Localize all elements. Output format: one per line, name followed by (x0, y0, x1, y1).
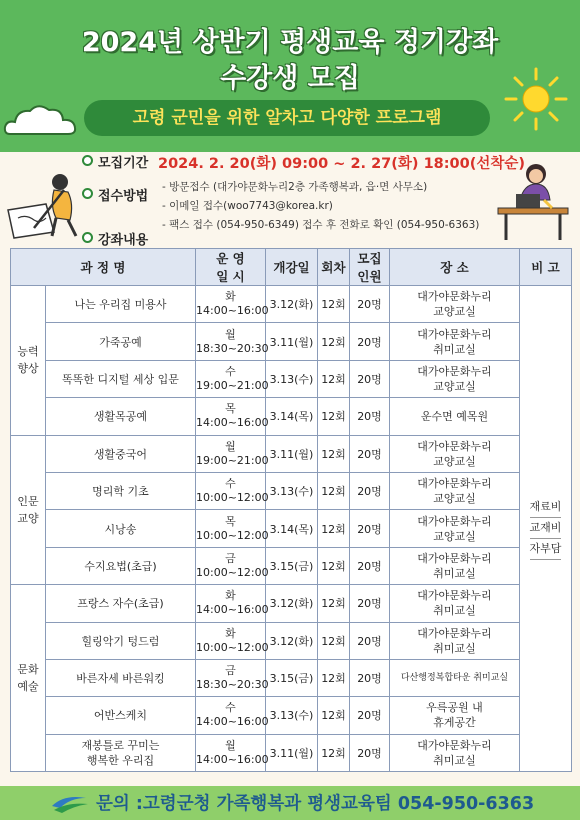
category-culture (11, 585, 46, 772)
course-day: 화 (225, 290, 236, 304)
place-line1: 대가야문화누리 (417, 626, 492, 640)
footer-contact: 문의 :고령군청 가족행복과 평생교육팀 054-950-6363 (96, 794, 535, 814)
course-count: 12회 (318, 435, 350, 472)
course-capacity: 20명 (350, 360, 390, 397)
course-start: 3.12(화) (266, 286, 318, 323)
header-time (196, 249, 266, 286)
course-place (390, 585, 520, 622)
method-label: 접수방법 (98, 189, 149, 204)
place-line1: 대가야문화누리 (417, 364, 492, 378)
table-row (11, 286, 572, 323)
course-start: 3.15(금) (266, 547, 318, 584)
table-row (11, 398, 572, 435)
course-name: 힐링악기 텅드럼 (46, 622, 196, 659)
course-start: 3.11(월) (266, 323, 318, 360)
place-line1: 대가야문화누리 (417, 589, 492, 603)
place-line1: 대가야문화누리 (417, 290, 492, 304)
gyeongbuk-logo-icon (50, 792, 90, 814)
course-start: 3.15(금) (266, 659, 318, 696)
course-day: 수 (225, 701, 236, 715)
place-line2: 취미교실 (433, 641, 476, 655)
course-count: 12회 (318, 286, 350, 323)
course-place (390, 286, 520, 323)
course-start: 3.14(목) (266, 398, 318, 435)
header-note: 비 고 (520, 249, 572, 286)
table-row (11, 697, 572, 734)
course-time (196, 659, 269, 696)
category-l2: 향상 (17, 362, 39, 376)
course-time (196, 398, 269, 435)
course-place (390, 547, 520, 584)
course-name: 똑똑한 디지털 세상 입문 (46, 360, 196, 397)
course-count: 12회 (318, 734, 350, 771)
course-count: 12회 (318, 398, 350, 435)
course-day: 월 (225, 327, 236, 341)
course-start: 3.14(목) (266, 510, 318, 547)
method-visit: - 방문접수 (대가야문화누리2층 가족행복과, 읍·면 사무소) (162, 181, 428, 193)
category-humanities (11, 435, 46, 585)
place-line1: 다산행정복합타운 취미교실 (400, 672, 509, 683)
course-hours: 10:00~12:00 (196, 491, 269, 505)
course-hours: 10:00~12:00 (196, 528, 269, 542)
place-line1: 대가야문화누리 (417, 327, 492, 341)
place-line1: 대가야문화누리 (417, 738, 492, 752)
course-name: 시낭송 (46, 510, 196, 547)
header-time-l1: 운 영 (216, 251, 245, 266)
method-bullet-icon (82, 188, 93, 199)
place-line1: 대가야문화누리 (417, 439, 492, 453)
course-hours: 19:00~21:00 (196, 378, 269, 392)
course-day: 화 (225, 589, 236, 603)
table-row (11, 547, 572, 584)
header-banner (0, 0, 580, 152)
course-time (196, 435, 269, 472)
course-start: 3.11(월) (266, 435, 318, 472)
category-l1: 인문 (17, 494, 39, 508)
course-time (196, 360, 269, 397)
course-count: 12회 (318, 510, 350, 547)
header-capacity (350, 249, 390, 286)
table-row (11, 659, 572, 696)
course-capacity: 20명 (350, 697, 390, 734)
place-line2: 취미교실 (433, 753, 476, 767)
method-email: - 이메일 접수(woo7743@korea.kr) (162, 200, 333, 212)
place-line2: 교양교실 (433, 305, 476, 319)
course-count: 12회 (318, 472, 350, 509)
course-capacity: 20명 (350, 398, 390, 435)
subtitle-pill: 고령 군민을 위한 알차고 다양한 프로그램 (84, 100, 490, 136)
category-l1: 능력 (17, 345, 39, 359)
table-row (11, 734, 572, 771)
course-hours: 10:00~12:00 (196, 565, 269, 579)
course-hours: 14:00~16:00 (196, 715, 269, 729)
course-name: 생활목공예 (46, 398, 196, 435)
place-line1: 대가야문화누리 (417, 477, 492, 491)
course-day: 수 (225, 477, 236, 491)
category-l1: 문화 (17, 663, 39, 677)
sun-icon (503, 66, 569, 132)
course-time (196, 734, 269, 771)
category-l2: 교양 (17, 511, 39, 525)
course-hours: 19:00~21:00 (196, 453, 269, 467)
period-label: 모집기간 (98, 156, 149, 171)
place-line2: 교양교실 (433, 492, 476, 506)
course-capacity: 20명 (350, 510, 390, 547)
header-sessions: 회차 (318, 249, 350, 286)
course-count: 12회 (318, 585, 350, 622)
table-row (11, 472, 572, 509)
table-header-row (11, 249, 572, 286)
table-row (11, 435, 572, 472)
method-fax: - 팩스 접수 (054-950-6349) 접수 후 전화로 확인 (054-950-6363) (162, 219, 480, 231)
course-time (196, 510, 269, 547)
course-capacity: 20명 (350, 472, 390, 509)
course-day: 금 (225, 551, 236, 565)
course-count: 12회 (318, 360, 350, 397)
title-line1: 2024년 상반기 평생교육 정기강좌 (81, 27, 499, 58)
course-day: 목 (225, 402, 236, 416)
course-place (390, 398, 520, 435)
header-time-l2: 일 시 (216, 269, 245, 284)
course-hours: 14:00~16:00 (196, 752, 269, 766)
course-hours: 14:00~16:00 (196, 304, 269, 318)
course-place (390, 435, 520, 472)
course-capacity: 20명 (350, 622, 390, 659)
course-capacity: 20명 (350, 286, 390, 323)
course-name: 나는 우리집 미용사 (46, 286, 196, 323)
course-name: 명리학 기초 (46, 472, 196, 509)
course-capacity: 20명 (350, 435, 390, 472)
category-l2: 예술 (17, 680, 39, 694)
course-count: 12회 (318, 697, 350, 734)
remark-l1: 재료비 (530, 497, 562, 518)
course-name: 생활중국어 (46, 435, 196, 472)
place-line2: 취미교실 (433, 604, 476, 618)
table-row (11, 622, 572, 659)
course-place (390, 659, 520, 696)
course-day: 월 (225, 738, 236, 752)
table-row (11, 585, 572, 622)
course-start: 3.11(월) (266, 734, 318, 771)
period-value: 2024. 2. 20(화) 09:00 ~ 2. 27(화) 18:00(선착순) (158, 156, 526, 172)
header-place: 장 소 (390, 249, 520, 286)
course-time (196, 286, 269, 323)
place-line1: 대가야문화누리 (417, 551, 492, 565)
course-day: 월 (225, 439, 236, 453)
course-time (196, 622, 269, 659)
header-cap-l2: 인원 (357, 269, 382, 284)
course-time (196, 472, 269, 509)
course-name-l1: 재봉틀로 꾸미는 (81, 738, 160, 752)
course-place (390, 510, 520, 547)
course-hours: 18:30~20:30 (196, 678, 269, 692)
course-start: 3.13(수) (266, 472, 318, 509)
course-name: 프랑스 자수(초급) (46, 585, 196, 622)
course-place (390, 323, 520, 360)
course-hours: 14:00~16:00 (196, 603, 269, 617)
course-capacity: 20명 (350, 547, 390, 584)
course-name: 가죽공예 (46, 323, 196, 360)
place-line2: 교양교실 (433, 454, 476, 468)
period-bullet-icon (82, 155, 93, 166)
table-row (11, 323, 572, 360)
course-place (390, 697, 520, 734)
place-line2: 휴게공간 (433, 716, 476, 730)
course-count: 12회 (318, 622, 350, 659)
course-hours: 10:00~12:00 (196, 640, 269, 654)
course-place (390, 622, 520, 659)
course-day: 금 (225, 664, 236, 678)
course-day: 수 (225, 364, 236, 378)
table-row (11, 510, 572, 547)
remark-l2: 교재비 (530, 518, 562, 539)
course-day: 화 (225, 626, 236, 640)
course-start: 3.12(화) (266, 585, 318, 622)
content-label: 강좌내용 (98, 233, 149, 248)
course-place (390, 360, 520, 397)
course-name (46, 734, 196, 771)
place-line2: 교양교실 (433, 529, 476, 543)
header-course: 과 정 명 (11, 249, 196, 286)
course-hours: 14:00~16:00 (196, 416, 269, 430)
course-start: 3.12(화) (266, 622, 318, 659)
content-bullet-icon (82, 232, 93, 243)
header-cap-l1: 모집 (357, 251, 382, 266)
course-start: 3.13(수) (266, 360, 318, 397)
place-line2: 교양교실 (433, 379, 476, 393)
course-table (10, 248, 572, 772)
course-name-l2: 행복한 우리집 (86, 753, 155, 767)
course-name: 어반스케치 (46, 697, 196, 734)
course-count: 12회 (318, 547, 350, 584)
course-place (390, 734, 520, 771)
course-time (196, 547, 269, 584)
category-ability (11, 286, 46, 436)
course-time (196, 323, 269, 360)
cloud-icon (2, 98, 82, 138)
course-capacity: 20명 (350, 734, 390, 771)
place-line2: 취미교실 (433, 566, 476, 580)
place-line1: 대가야문화누리 (417, 514, 492, 528)
remark-cell (520, 286, 572, 772)
laptop-person-illustration (490, 150, 570, 242)
course-capacity: 20명 (350, 659, 390, 696)
table-row (11, 360, 572, 397)
place-line2: 취미교실 (433, 342, 476, 356)
course-hours: 18:30~20:30 (196, 341, 269, 355)
remark-l3: 자부담 (530, 539, 562, 560)
header-start: 개강일 (266, 249, 318, 286)
course-time (196, 697, 269, 734)
course-name: 바른자세 바른워킹 (46, 659, 196, 696)
course-day: 목 (225, 514, 236, 528)
course-count: 12회 (318, 659, 350, 696)
course-capacity: 20명 (350, 323, 390, 360)
course-capacity: 20명 (350, 585, 390, 622)
course-time (196, 585, 269, 622)
place-line1: 우륵공원 내 (426, 701, 483, 715)
course-start: 3.13(수) (266, 697, 318, 734)
place-line1: 운수면 예목원 (420, 409, 489, 423)
footer-bar (0, 786, 580, 820)
title-line2: 수강생 모집 (220, 63, 360, 94)
course-name: 수지요법(초급) (46, 547, 196, 584)
course-place (390, 472, 520, 509)
course-count: 12회 (318, 323, 350, 360)
